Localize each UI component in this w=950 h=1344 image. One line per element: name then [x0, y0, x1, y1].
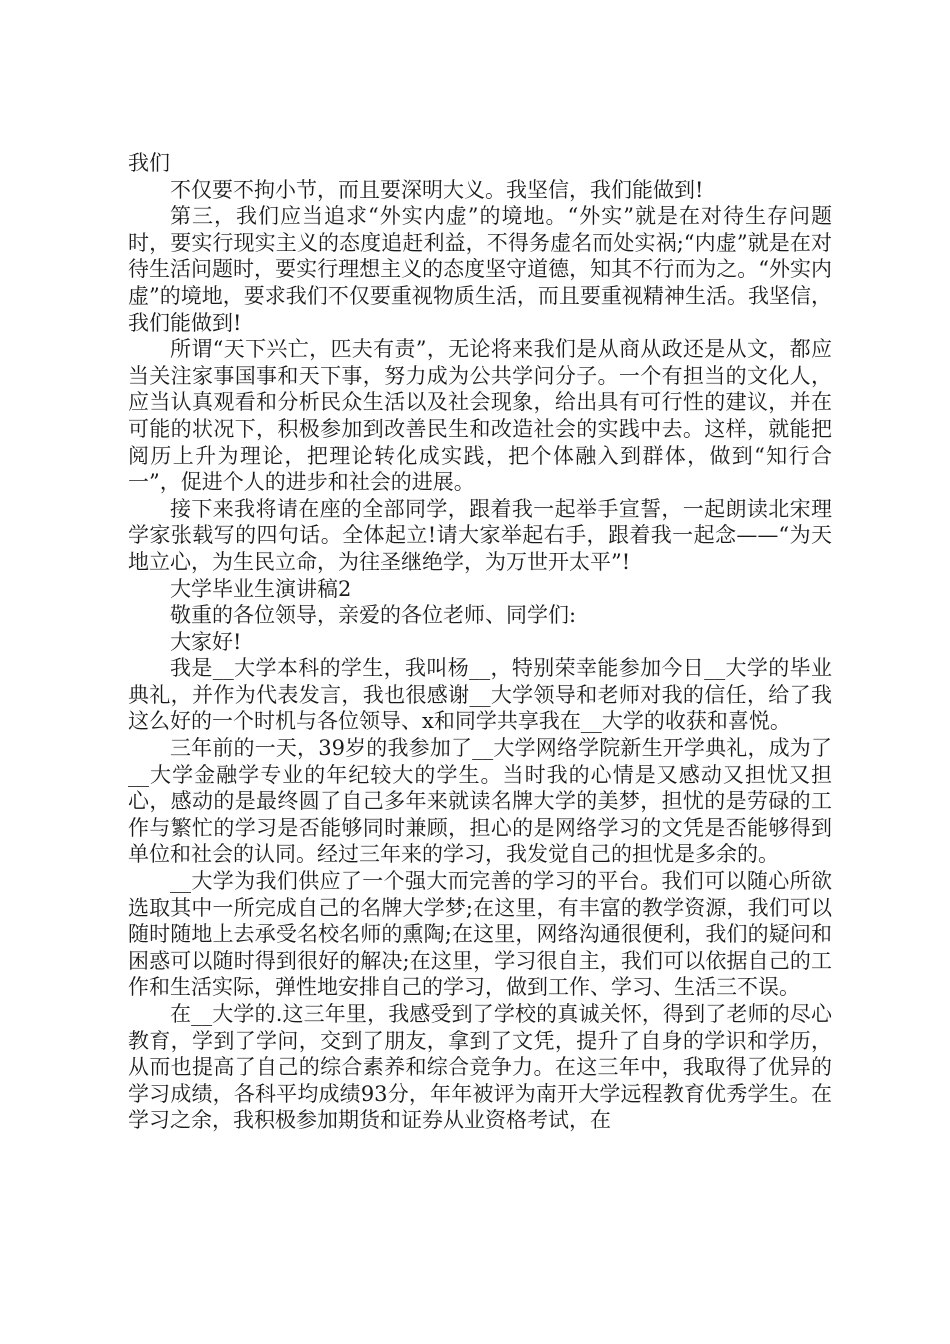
paragraph: 三年前的一天，39岁的我参加了__大学网络学院新生开学典礼，成为了__大学金融学专业的年纪较大的学生。当时我的心情是又感动又担忧又担心，感动的是最终圆了自己多年来就读名牌大学的美梦，担忧的是劳碌的工作与繁忙的学习是否能够同时兼顾，担心的是网络学习的文凭是否能够得到单位和社会的认同。经过三年来的学习，我发觉自己的担忧是多余的。 [128, 736, 832, 867]
paragraph: 第三，我们应当追求“外实内虚”的境地。“外实”就是在对待生存问题时，要实行现实主义的态度追赶利益，不得务虚名而处实祸;“内虚”就是在对待生活问题时，要实行理想主义的态度坚守道德，知其不行而为之。“外实内虚”的境地，要求我们不仅要重视物质生活，而且要重视精神生活。我坚信，我们能做到! [128, 204, 832, 335]
paragraph: __大学为我们供应了一个强大而完善的学习的平台。我们可以随心所欲选取其中一所完成自己的名牌大学梦;在这里，有丰富的教学资源，我们可以随时随地上去承受名校名师的熏陶;在这里，网络沟通很便利，我们的疑问和困惑可以随时得到很好的解决;在这里，学习很自主，我们可以依据自己的工作和生活实际，弹性地安排自己的学习，做到工作、学习、生活三不误。 [128, 869, 832, 1000]
greeting: 大家好! [170, 629, 242, 654]
paragraph: 接下来我将请在座的全部同学，跟着我一起举手宣誓，一起朗读北宋理学家张载写的四句话。全体起立!请大家举起右手，跟着我一起念——“为天地立心，为生民立命，为往圣继绝学，为万世开太平”! [128, 496, 832, 574]
paragraph: 不仅要不拘小节，而且要深明大义。我坚信，我们能做到! [170, 177, 704, 202]
paragraph-continuation: 我们 [128, 151, 170, 175]
salutation: 敬重的各位领导，亲爱的各位老师、同学们: [170, 603, 577, 628]
document-body [128, 150, 832, 1134]
paragraph: 所谓“天下兴亡，匹夫有责”，无论将来我们是从商从政还是从文，都应当关注家事国事和天下事，努力成为公共学问分子。一个有担当的文化人，应当认真观看和分析民众生活以及社会现象，给出具有可行性的建议，并在可能的状况下，积极参加到改善民生和改造社会的实践中去。这样，就能把阅历上升为理论，把理论转化成实践，把个体融入到群体，做到“知行合一”，促进个人的进步和社会的进展。 [128, 337, 832, 495]
section-heading: 大学毕业生演讲稿2 [170, 576, 352, 601]
paragraph: 我是__大学本科的学生，我叫杨__，特别荣幸能参加今日__大学的毕业典礼，并作为代表发言，我也很感谢__大学领导和老师对我的信任，给了我这么好的一个时机与各位领导、x和同学共享我在__大学的收获和喜悦。 [128, 656, 832, 734]
paragraph: 在__大学的.这三年里，我感受到了学校的真诚关怀，得到了老师的尽心教育，学到了学问，交到了朋友，拿到了文凭，提升了自身的学识和学历，从而也提高了自己的综合素养和综合竞争力。在这三年中，我取得了优异的学习成绩，各科平均成绩93分，年年被评为南开大学远程教育优秀学生。在学习之余，我积极参加期货和证券从业资格考试，在 [128, 1002, 832, 1133]
